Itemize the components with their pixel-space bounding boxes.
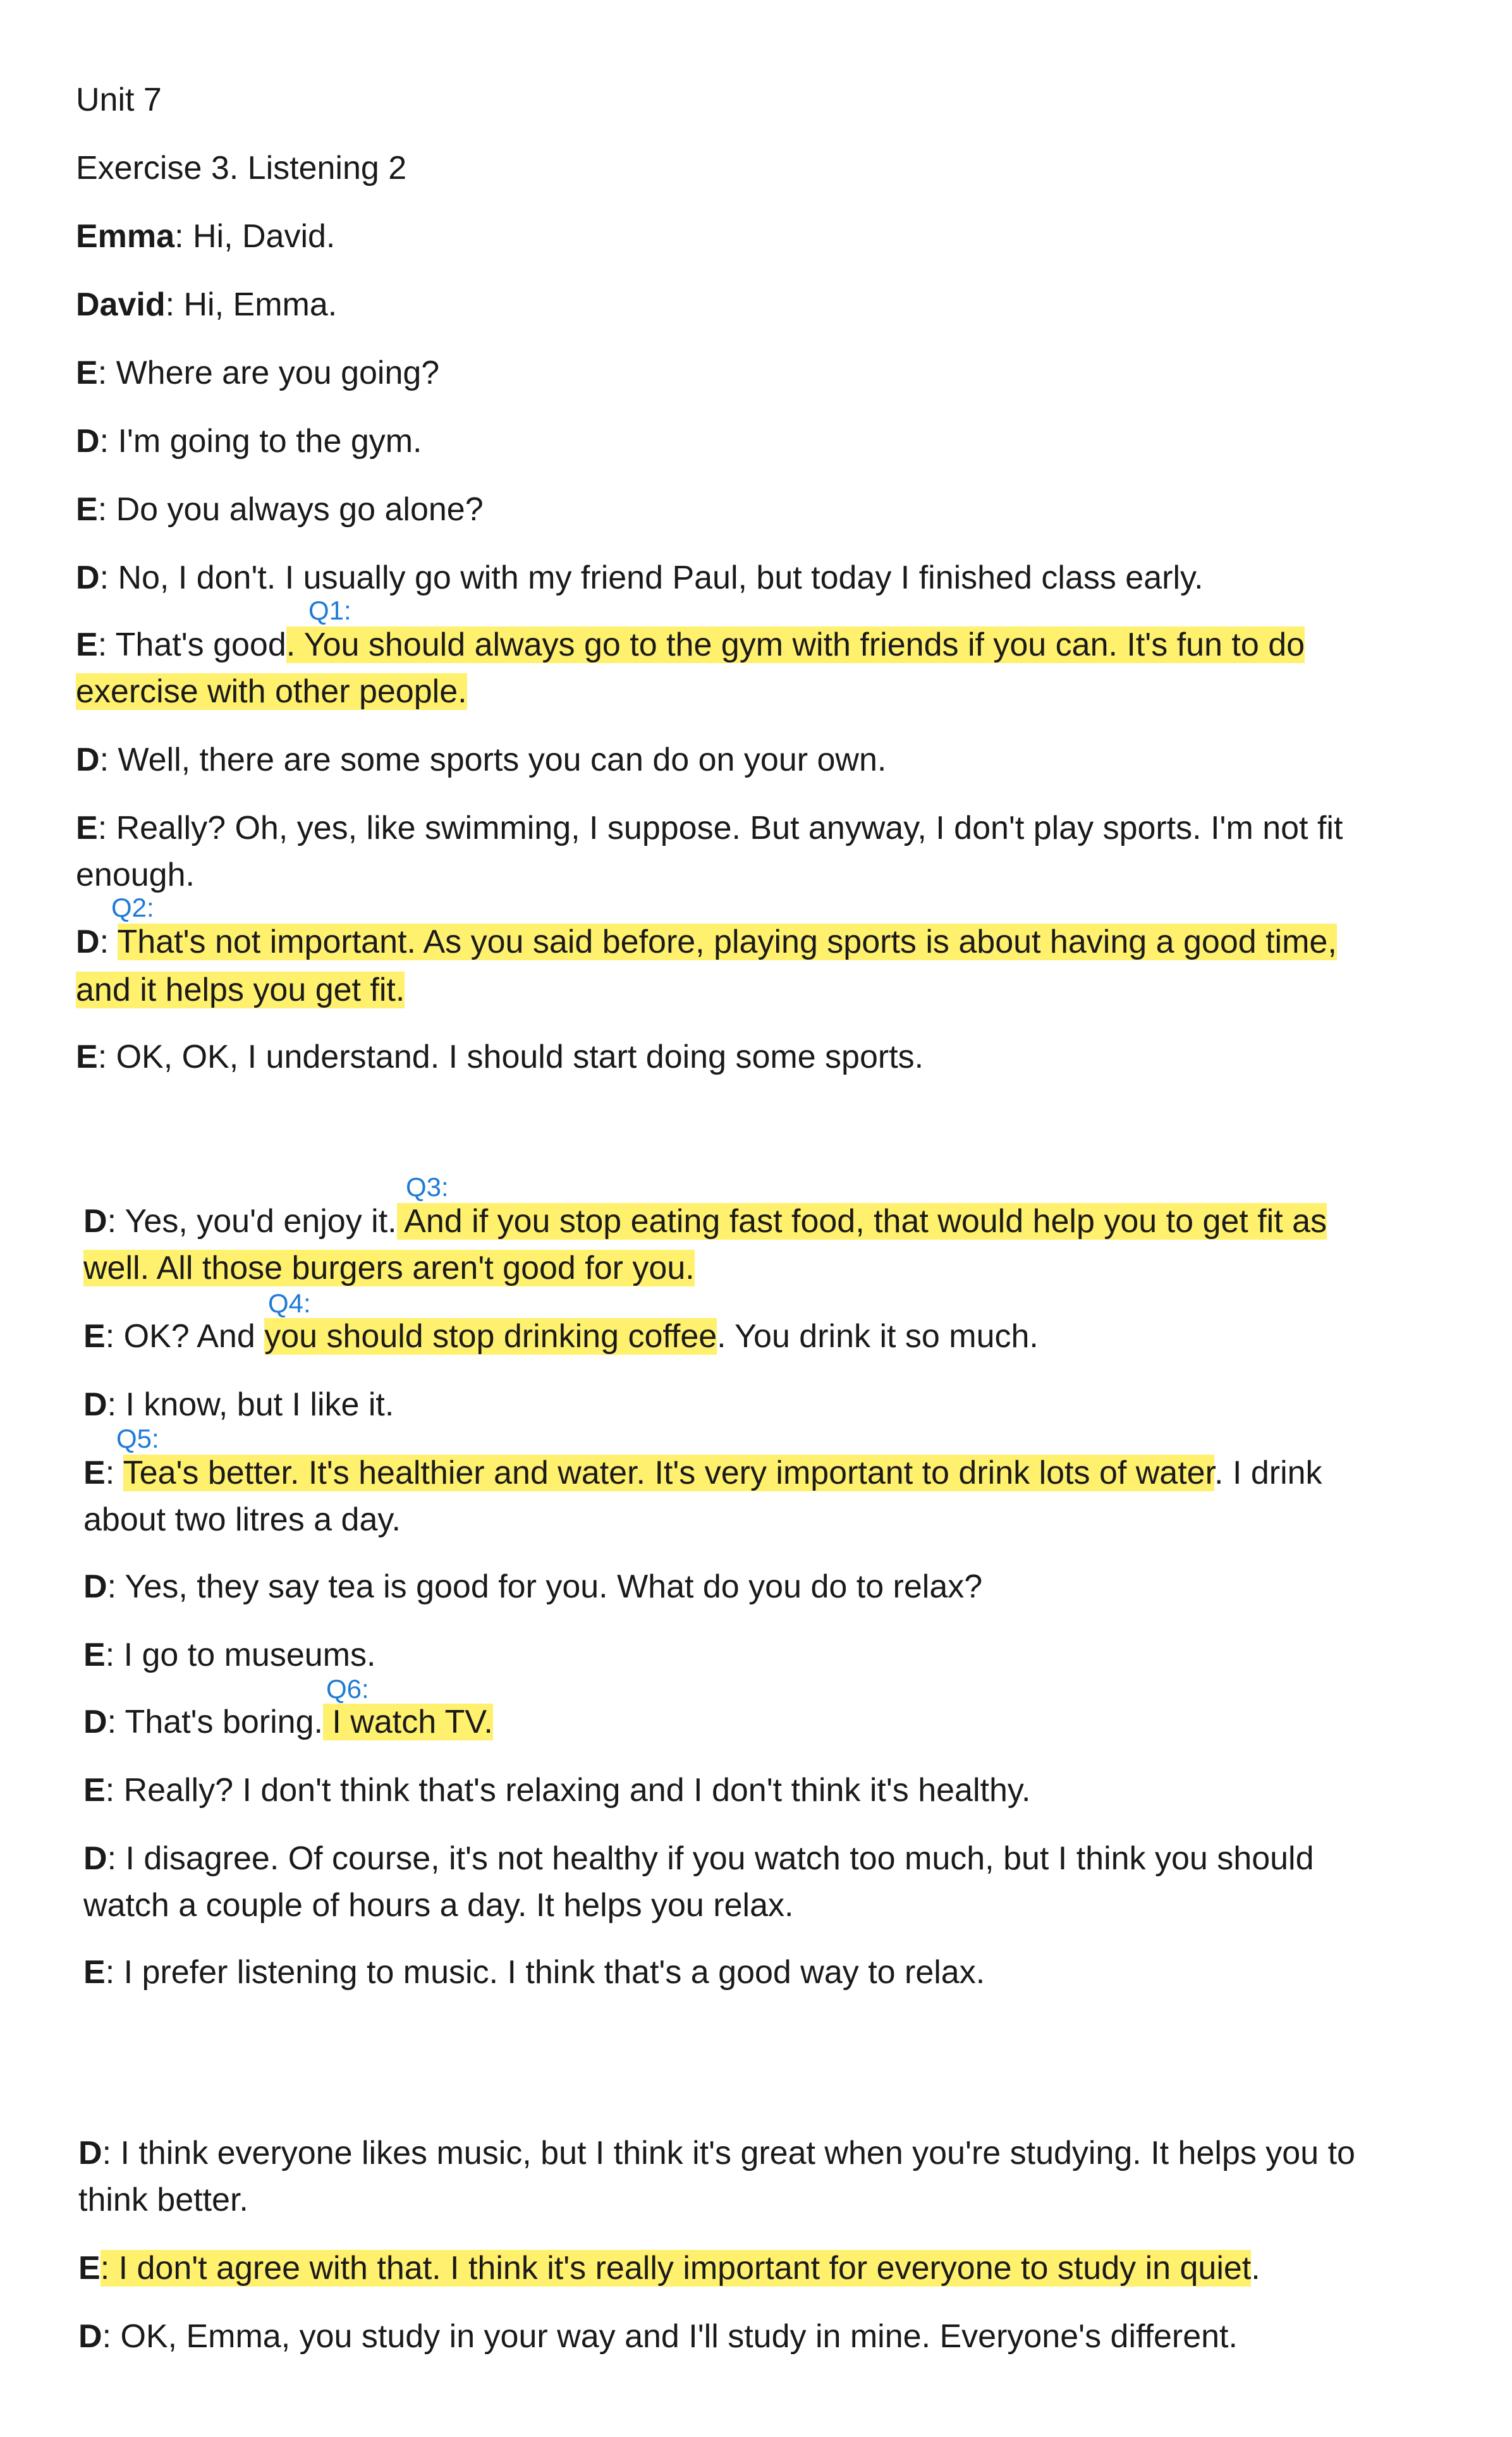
line-text: . xyxy=(1251,2250,1260,2287)
dialogue-line xyxy=(76,491,484,528)
dialogue-line-continued: about two litres a day. xyxy=(83,1501,401,1538)
question-label-q6: Q6: xyxy=(326,1674,369,1704)
line-text: : Yes, they say tea is good for you. What do you do to relax? xyxy=(107,1568,983,1605)
dialogue-line xyxy=(83,1202,1327,1240)
speaker-name: David xyxy=(76,286,166,323)
highlighted-answer: Tea's better. It's healthier and water. It's very important to drink lots of water xyxy=(123,1455,1215,1491)
highlighted-answer: That's not important. As you said before, playing sports is about having a good time, xyxy=(117,924,1337,960)
line-text: : Really? I don't think that's relaxing and I don't think it's healthy. xyxy=(105,1772,1031,1809)
line-text: : That's boring. xyxy=(107,1704,323,1740)
speaker-name: D xyxy=(83,1203,107,1240)
dialogue-line xyxy=(83,1636,375,1674)
dialogue-line xyxy=(83,1953,985,1991)
dialogue-line xyxy=(76,1038,924,1076)
dialogue-line xyxy=(76,741,886,779)
line-text: : That's good xyxy=(97,626,286,663)
speaker-name: D xyxy=(76,423,100,460)
speaker-name: D xyxy=(83,1840,107,1877)
question-label-q5: Q5: xyxy=(116,1424,159,1453)
speaker-name: E xyxy=(83,1772,106,1809)
speaker-name: E xyxy=(76,491,98,528)
unit-heading: Unit 7 xyxy=(76,82,162,118)
question-label-q1: Q1: xyxy=(308,596,351,625)
dialogue-line xyxy=(78,2249,1260,2287)
line-text: : I'm going to the gym. xyxy=(99,423,422,460)
line-text: : Do you always go alone? xyxy=(97,491,484,528)
dialogue-line xyxy=(83,1840,1314,1878)
dialogue-line xyxy=(76,626,1305,664)
dialogue-line xyxy=(76,923,1337,961)
speaker-name: D xyxy=(76,559,100,596)
dialogue-line-continued: enough. xyxy=(76,857,195,893)
question-label-q2: Q2: xyxy=(111,893,154,922)
line-text: : Yes, you'd enjoy it. xyxy=(107,1203,397,1240)
line-text: : I prefer listening to music. I think that's a good way to relax. xyxy=(105,1954,985,1991)
line-text: : Hi, David. xyxy=(174,218,336,255)
dialogue-line-continued xyxy=(76,673,467,711)
line-text: : Hi, Emma. xyxy=(165,286,338,323)
speaker-name: D xyxy=(83,1386,107,1423)
dialogue-line xyxy=(83,1771,1030,1809)
dialogue-line-continued: watch a couple of hours a day. It helps you relax. xyxy=(83,1887,794,1924)
exercise-heading: Exercise 3. Listening 2 xyxy=(76,150,407,186)
speaker-name: E xyxy=(76,626,98,663)
dialogue-line xyxy=(76,354,439,392)
speaker-name: D xyxy=(83,1704,107,1740)
speaker-name: E xyxy=(78,2250,101,2287)
speaker-name: Emma xyxy=(76,218,175,255)
speaker-name: D xyxy=(76,742,100,778)
speaker-name: E xyxy=(76,810,98,846)
speaker-name: D xyxy=(76,924,100,960)
speaker-name: E xyxy=(76,1039,98,1075)
dialogue-line xyxy=(76,809,1343,847)
dialogue-line xyxy=(83,1454,1322,1492)
highlighted-answer: well. All those burgers aren't good for you. xyxy=(83,1250,695,1286)
line-text: : OK, Emma, you study in your way and I'll study in mine. Everyone's different. xyxy=(102,2318,1238,2355)
question-label-q4: Q4: xyxy=(268,1288,311,1318)
dialogue-line xyxy=(76,286,337,324)
speaker-name: E xyxy=(83,1954,106,1991)
dialogue-line xyxy=(83,1386,394,1424)
speaker-name: D xyxy=(78,2318,102,2355)
line-text: : OK? And xyxy=(105,1318,265,1355)
speaker-name: E xyxy=(83,1455,106,1491)
dialogue-line xyxy=(76,559,1204,597)
line-text: : xyxy=(99,924,118,960)
speaker-name: D xyxy=(78,2135,102,2171)
speaker-name: E xyxy=(83,1318,106,1355)
line-text: : Really? Oh, yes, like swimming, I suppose. But anyway, I don't play sports. I'm not fit xyxy=(97,810,1343,846)
line-text: . You drink it so much. xyxy=(717,1318,1039,1355)
speaker-name: E xyxy=(83,1637,106,1673)
dialogue-line xyxy=(78,2318,1238,2355)
speaker-name: E xyxy=(76,355,98,391)
highlighted-answer: you should stop drinking coffee xyxy=(264,1318,717,1355)
line-text: . I drink xyxy=(1214,1455,1322,1491)
line-text: : I disagree. Of course, it's not healthy if you watch too much, but I think you should xyxy=(107,1840,1314,1877)
highlighted-answer: And if you stop eating fast food, that would help you to get fit as xyxy=(396,1203,1327,1240)
dialogue-line-continued xyxy=(76,971,405,1009)
highlighted-answer: and it helps you get fit. xyxy=(76,972,405,1008)
highlighted-answer: exercise with other people. xyxy=(76,673,467,710)
line-text: : No, I don't. I usually go with my friend Paul, but today I finished class early. xyxy=(99,559,1204,596)
speaker-name: D xyxy=(83,1568,107,1605)
line-text: : I think everyone likes music, but I think it's great when you're studying. It helps you to xyxy=(102,2135,1355,2171)
dialogue-line-continued xyxy=(83,1249,695,1287)
dialogue-line xyxy=(76,422,422,460)
highlighted-answer: . You should always go to the gym with friends if you can. It's fun to do xyxy=(286,626,1305,663)
dialogue-line xyxy=(76,217,335,255)
dialogue-line-continued: think better. xyxy=(78,2182,248,2218)
highlighted-answer: I watch TV. xyxy=(322,1704,493,1740)
highlighted-answer: : I don't agree with that. I think it's really important for everyone to study in quiet xyxy=(100,2250,1252,2287)
line-text: : Where are you going? xyxy=(97,355,440,391)
question-label-q3: Q3: xyxy=(406,1172,449,1202)
dialogue-line xyxy=(83,1317,1039,1355)
line-text: : I know, but I like it. xyxy=(107,1386,394,1423)
line-text: : I go to museums. xyxy=(105,1637,376,1673)
dialogue-line xyxy=(83,1703,493,1741)
dialogue-line xyxy=(83,1568,982,1606)
line-text: : OK, OK, I understand. I should start doing some sports. xyxy=(97,1039,924,1075)
dialogue-line xyxy=(78,2134,1355,2172)
line-text: : Well, there are some sports you can do on your own. xyxy=(99,742,887,778)
line-text: : xyxy=(105,1455,123,1491)
